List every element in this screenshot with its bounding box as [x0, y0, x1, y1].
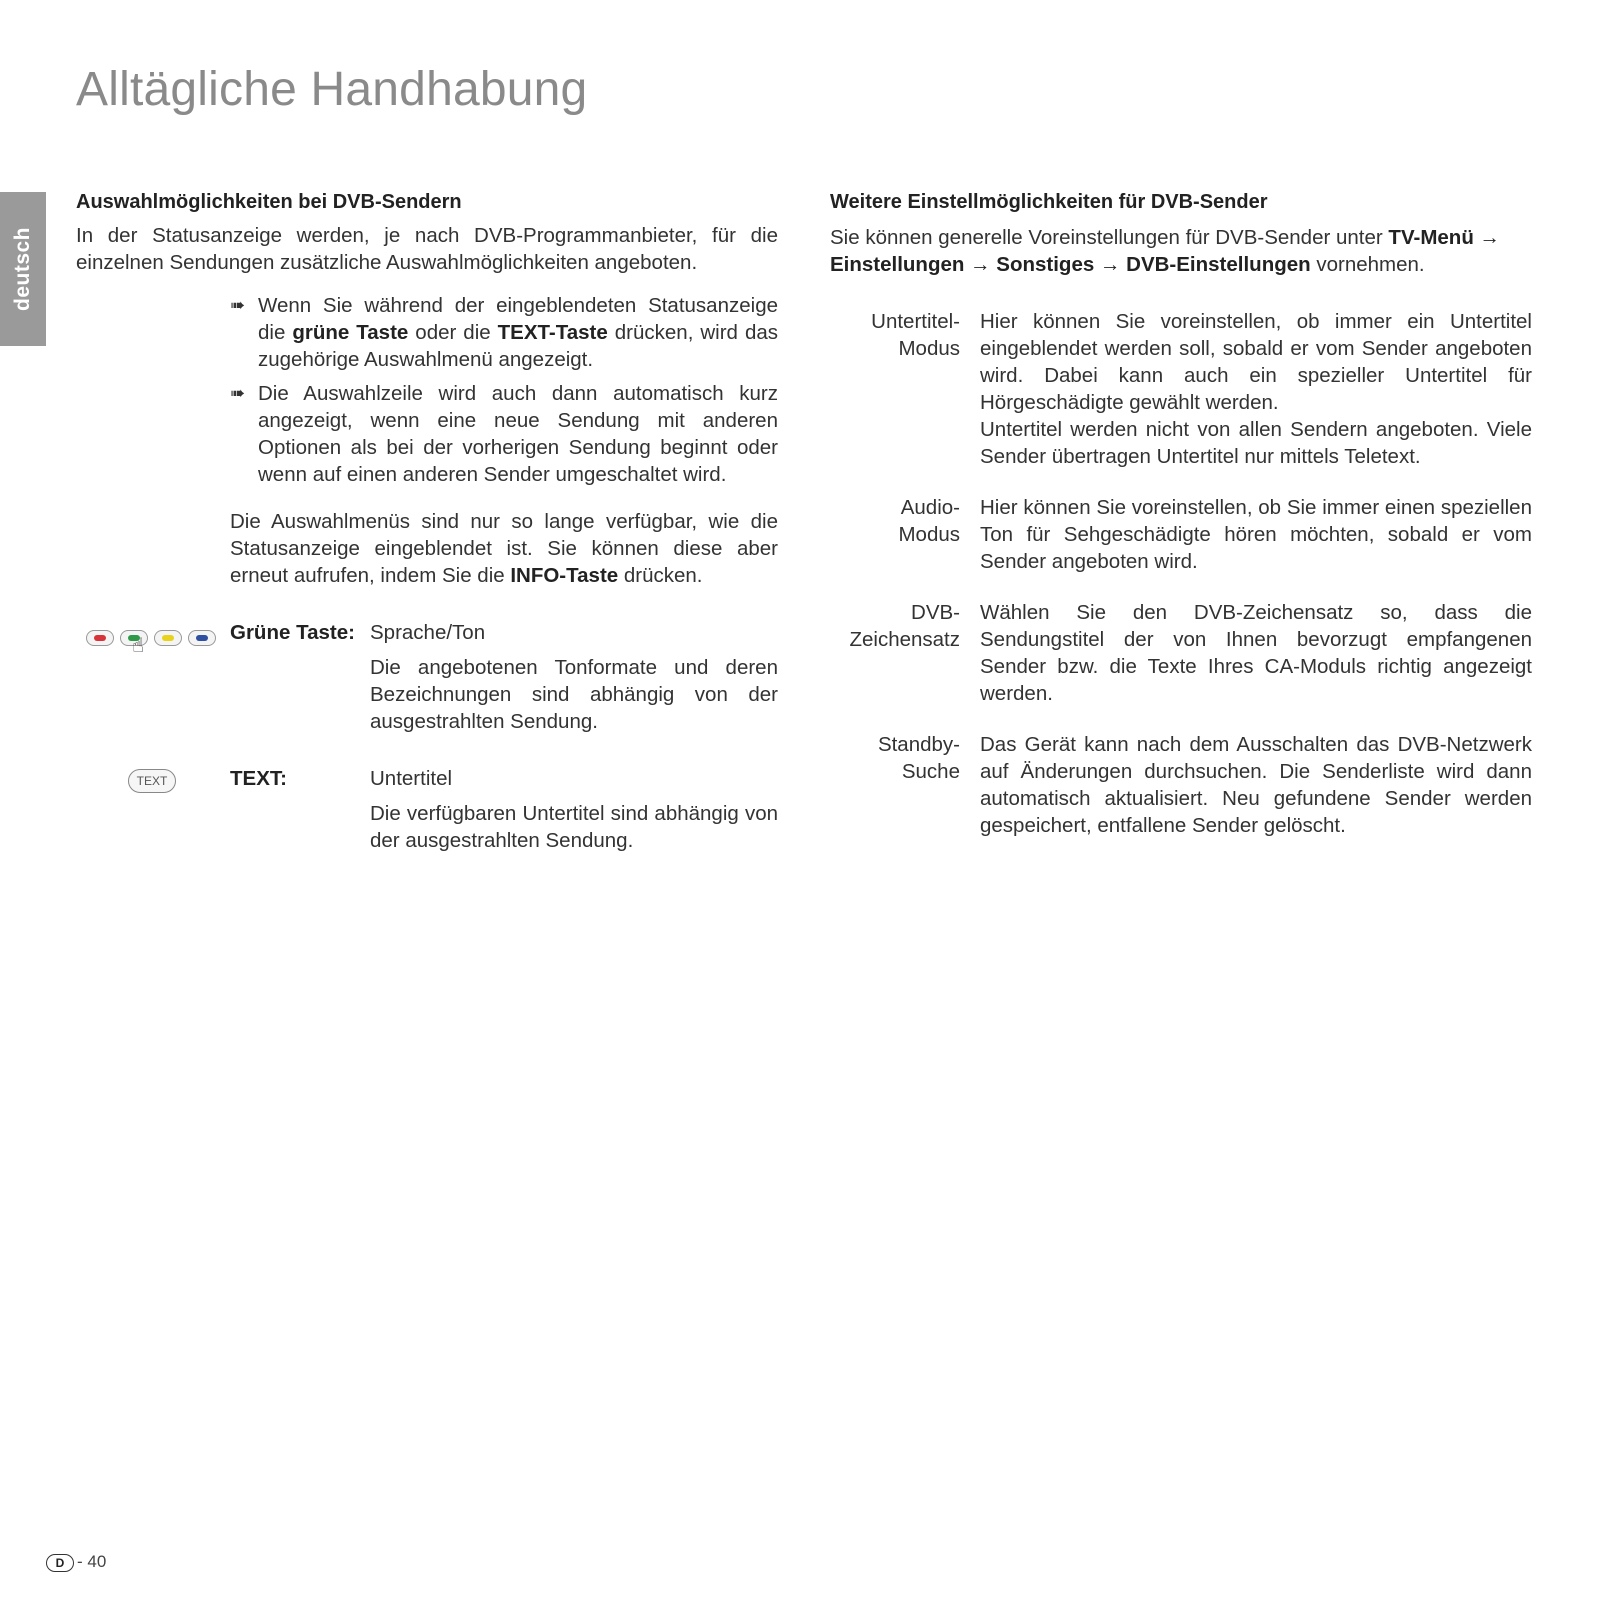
bullet-item: ➠ Die Auswahlzeile wird auch dann automatisch kurz angezeigt, wenn eine neue Sendung mit anderen Optionen als bei der vorherigen Sendung beginnt oder wenn auf einen anderen Sender umgeschaltet wird. [230, 382, 778, 486]
language-tab [0, 192, 46, 346]
arrow-bullet-icon: ➠ [230, 383, 246, 403]
arrow-bullet-icon: ➠ [230, 295, 246, 315]
text-key-body [370, 765, 778, 854]
bullet-list [230, 292, 778, 488]
right-column [830, 190, 1532, 839]
setting-dvb-charset [830, 599, 1532, 707]
page-footer [46, 1552, 106, 1572]
menus-note: Die Auswahlmenüs sind nur so lange verfügbar, wie die Statusanzeige eingeblendet ist. Sie können diese aber erneut aufrufen, indem Sie die INFO-Taste drücken. [230, 510, 778, 587]
right-intro: Sie können generelle Voreinstellungen für DVB-Sender unter TV-Menü → Einstellungen → Sonstiges → DVB-Einstellungen vornehmen. [830, 226, 1501, 276]
bullet-item: ➠ Wenn Sie während der eingeblendeten Statusanzeige die grüne Taste oder die TEXT-Taste drücken, wird das zugehörige Auswahlmenü angezeigt. [230, 294, 778, 371]
left-intro: In der Statusanzeige werden, je nach DVB-Programmanbieter, für die einzelnen Sendungen zusätzliche Auswahlmöglichkeiten angeboten. [76, 224, 778, 274]
left-column [76, 190, 778, 854]
text-key-label: TEXT: [230, 767, 287, 790]
text-button-icon [128, 765, 176, 793]
setting-term: Audio- Modus [898, 496, 960, 546]
setting-audio-mode [830, 494, 1532, 575]
setting-subtitle-mode [830, 308, 1532, 470]
language-tab-label: deutsch [11, 226, 34, 312]
setting-desc: Hier können Sie voreinstellen, ob immer ein Untertitel eingeblendet werden soll, sobald er vom Sender angeboten wird. Dabei kann auch ein spezieller Untertitel für Hörgeschädigte gewählt werden. Untertitel werden nicht von allen Sendern angeboten. Viele Sender übertragen Untertitel nur mittels Teletext. [980, 310, 1532, 468]
setting-desc: Das Gerät kann nach dem Ausschalten das DVB-Netzwerk auf Änderungen durchsuchen. Die Senderliste wird dann automatisch aktualisiert. Neu gefundene Sender werden gespeichert, entfallene Sender gelöscht. [980, 733, 1532, 837]
green-key-option: Sprache/Ton [370, 621, 486, 644]
setting-term: Standby- Suche [877, 733, 960, 783]
green-key-body [370, 619, 778, 735]
green-key-label: Grüne Taste: [230, 621, 355, 644]
setting-term: DVB- Zeichensatz [849, 601, 960, 651]
text-key-option: Untertitel [370, 767, 453, 790]
setting-term: Untertitel- Modus [871, 310, 960, 360]
page-number: - 40 [77, 1552, 107, 1571]
text-button-label: TEXT [128, 769, 176, 793]
setting-standby-search [830, 731, 1532, 839]
country-badge: D [46, 1554, 74, 1572]
right-heading: Weitere Einstellmöglichkeiten für DVB-Sender [830, 191, 1268, 213]
green-key-desc: Die angebotenen Tonformate und deren Bezeichnungen sind abhängig von der ausgestrahlten Sendung. [370, 656, 778, 733]
text-key-desc: Die verfügbaren Untertitel sind abhängig von der ausgestrahlten Sendung. [370, 802, 778, 852]
setting-desc: Hier können Sie voreinstellen, ob Sie immer einen speziellen Ton für Sehgeschädigte hören möchten, sobald er vom Sender angeboten wird. [980, 496, 1532, 573]
page-title: Alltägliche Handhabung [76, 63, 588, 116]
green-key-row [76, 619, 778, 735]
setting-desc: Wählen Sie den DVB-Zeichensatz so, dass die Sendungstitel der von Ihnen bevorzugt empfangenen Sender bzw. die Texte Ihres CA-Moduls richtig angezeigt werden. [980, 601, 1532, 705]
left-heading: Auswahlmöglichkeiten bei DVB-Sendern [76, 191, 462, 213]
color-buttons-icon [86, 623, 222, 657]
red-button-icon [86, 630, 114, 646]
pointing-hand-icon: ☝ [132, 635, 145, 657]
yellow-button-icon [154, 630, 182, 646]
text-key-row [76, 765, 778, 854]
blue-button-icon [188, 630, 216, 646]
